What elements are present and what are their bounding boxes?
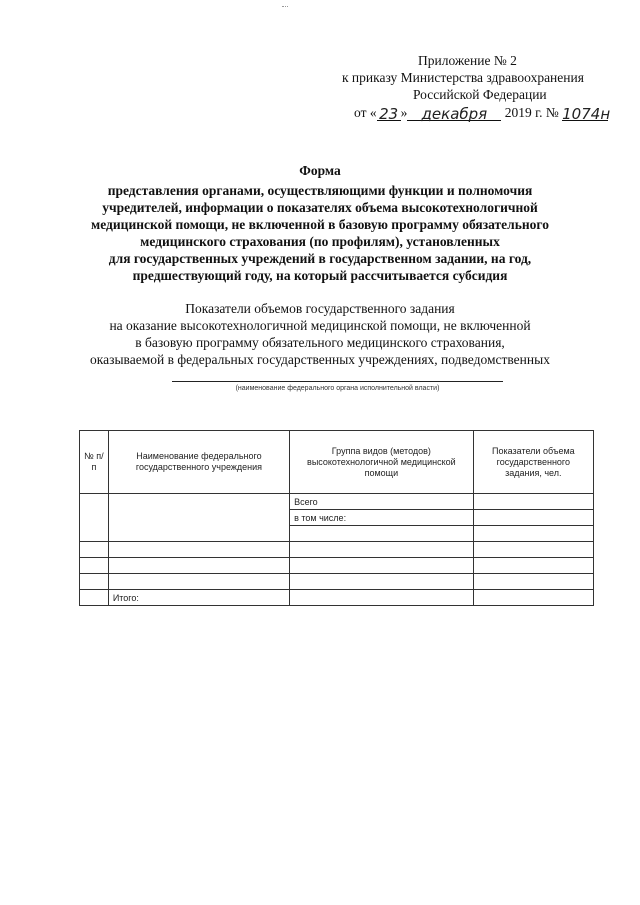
indicators-line: Показатели объемов государственного задания (185, 301, 455, 316)
cell-volume (473, 510, 593, 526)
cell-number (80, 542, 109, 558)
header-volume: Показатели объема государственного задания, чел. (473, 431, 593, 494)
form-title-line: представления органами, осуществляющими функции и полномочия (107, 183, 533, 198)
table-total-row (80, 590, 594, 606)
cell-care-group (290, 558, 474, 574)
indicators-line: оказываемой в федеральных государственных учреждениях, подведомственных (90, 352, 550, 367)
date-prefix: от « (354, 105, 377, 120)
authority-name-line (172, 381, 503, 382)
cell-number (80, 574, 109, 590)
date-month-field (407, 106, 501, 121)
form-title-line: предшествующий году, на который рассчитывается субсидия (132, 268, 508, 283)
table-row (80, 494, 594, 510)
cell-care-group (290, 590, 474, 606)
form-title (0, 162, 640, 284)
cell-care-group (290, 526, 474, 542)
date-day-handwritten: 23 (379, 105, 399, 123)
cell-grand-total-label: Итого: (108, 590, 289, 606)
cell-volume (473, 542, 593, 558)
date-mid: » (400, 105, 408, 120)
cell-institution (108, 494, 289, 542)
header-number: № п/п (80, 431, 109, 494)
cell-volume (473, 526, 593, 542)
form-title-line: учредителей, информации о показателях объема высокотехнологичной (102, 200, 538, 215)
appendix-country: Российской Федерации (413, 87, 547, 102)
indicators-line: на оказание высокотехнологичной медицинской помощи, не включенной (109, 318, 531, 333)
date-year-and-number-label: 2019 г. № (504, 105, 559, 120)
cell-total-label: Всего (290, 494, 474, 510)
order-number-field (562, 105, 611, 123)
cell-number (80, 558, 109, 574)
cell-institution (108, 574, 289, 590)
form-title-line: медицинского страхования (по профилям), установленных (140, 234, 500, 249)
date-month-handwritten: декабря (421, 105, 488, 123)
appendix-number: Приложение № 2 (418, 53, 517, 68)
header-institution: Наименование федерального государственного учреждения (108, 431, 289, 494)
table-header-row (80, 431, 594, 494)
form-title-line: для государственных учреждений в государственном задании, на год, (108, 251, 532, 266)
cell-number (80, 494, 109, 542)
form-heading: Форма (299, 163, 341, 178)
header-care-group: Группа видов (методов) высокотехнологичной медицинской помощи (290, 431, 474, 494)
cell-volume (473, 558, 593, 574)
form-title-line: медицинской помощи, не включенной в базовую программу обязательного (91, 217, 549, 232)
cell-volume (473, 590, 593, 606)
indicators-table (79, 430, 594, 606)
table-row (80, 574, 594, 590)
cell-including-label: в том числе: (290, 510, 474, 526)
cell-institution (108, 558, 289, 574)
indicators-heading (0, 300, 640, 368)
table-row (80, 558, 594, 574)
indicators-line: в базовую программу обязательного медицинского страхования, (135, 335, 505, 350)
date-day-field (377, 106, 401, 121)
cell-volume (473, 494, 593, 510)
cell-care-group (290, 574, 474, 590)
scan-mark (282, 0, 288, 7)
authority-name-caption: (наименование федерального органа исполнительной власти) (235, 385, 440, 392)
cell-institution (108, 542, 289, 558)
table-row (80, 542, 594, 558)
appendix-order-ref: к приказу Министерства здравоохранения (342, 70, 584, 85)
order-number-handwritten: 1074н (562, 105, 611, 123)
cell-number (80, 590, 109, 606)
appendix-date-line (354, 104, 611, 123)
cell-care-group (290, 542, 474, 558)
cell-volume (473, 574, 593, 590)
